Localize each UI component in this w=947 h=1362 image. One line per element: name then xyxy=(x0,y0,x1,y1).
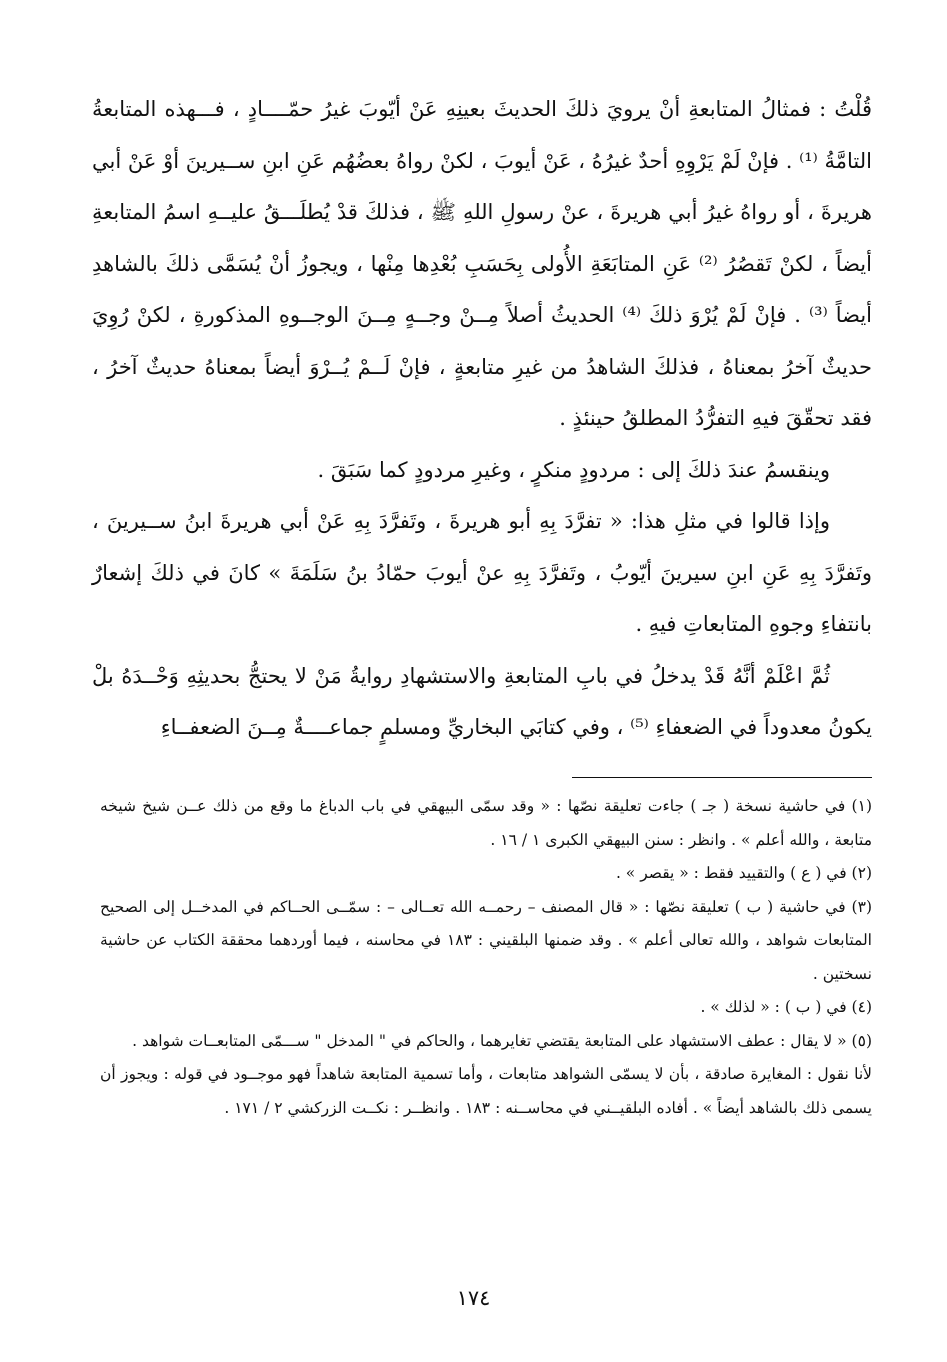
footnote-3: (٣) في حاشية ( ب ) تعليقة نصّها : « قال المصنف – رحمــه الله تعــالى – : سمّــى الحــاكم في المدخــل إلى الصحيح المتابعات شواهد ، والله تعالى أعلم » . وقد ضمنها البلقيني : ١٨٣ في محاسنه ، فيما أوردهما محققة الكتاب عن حاشية نسختين . xyxy=(100,897,872,983)
footnote-5: (٥) « لا يقال : عطف الاستشهاد على المتابعة يقتضي تغايرهما ، والحاكم في " المدخل " ســـمّى المتابعــات شواهد . xyxy=(132,1031,872,1050)
main-paragraph-4: ثُمَّ اعْلَمْ أنَّهُ قَدْ يدخلُ في بابِ المتابعةِ والاستشهادِ روايةُ مَنْ لا يحتجُّ بحديثِهِ وَحْــدَهُ بلْ يكونُ معدوداً في الضعفاءِ ⁽⁵⁾ ، وفي كتابَي البخاريِّ ومسلمٍ جماعــــةٌ مِــنَ الضعفــاءِ xyxy=(92,663,872,739)
page-number: ١٧٤ xyxy=(456,1286,491,1310)
main-paragraph-1: قُلْتُ : فمثالُ المتابعةِ أنْ يرويَ ذلكَ الحديثَ بعينِهِ عَنْ أيّوبَ غيرُ حمّــــادٍ ، فـــهذه المتابعةُ التامَّةُ ⁽¹⁾ . فإنْ لَمْ يَرْوِهِ أحدٌ غيرُهُ ، عَنْ أيوبَ ، لكنْ رواهُ بعضُهُم عَنِ ابنِ ســيرينَ أوْ عَنْ أبي هريرةَ ، أو رواهُ غيرُ أبي هريرةَ ، عنْ رسولِ اللهِ ﷺ ، فذلكَ قدْ يُطلَـــقُ عليــهِ اسمُ المتابعةِ أيضاً ، لكنْ تَقصُرُ ⁽²⁾ عَنِ المتابَعَةِ الأُولى بِحَسَبِ بُعْدِها مِنْها ، ويجوزُ أنْ يُسَمَّى ذلكَ بالشاهدِ أيضاً ⁽³⁾ . فإنْ لَمْ يُرْوَ ذلكَ ⁽⁴⁾ الحديثُ أصلاً مِــنْ وجــهٍ مِــنَ الوجــوهِ المذكورةِ ، لكنْ رُوِيَ حديثٌ آخرُ بمعناهُ ، فذلكَ الشاهدُ من غيرِ متابعةٍ ، فإنْ لَــمْ يُــرْوَ أيضاً بمعناهُ حديثٌ آخرُ ، فقد تحقّقَ فيهِ التفرُّدُ المطلقُ حينئذٍ . xyxy=(92,97,873,430)
footnote-1: (١) في حاشية نسخة ( جـ ) جاءت تعليقة نصّها : « وقد سمّى البيهقي في باب الدباغ ما وقع من ذلك عــن شيخ شيخه متابعة ، والله أعلم » . وانظر : سنن البيهقي الكبرى ١ / ١٦ . xyxy=(100,797,872,849)
main-paragraph-3: وإذا قالوا في مثلِ هذا: « تفرَّدَ بِهِ أبو هريرةَ ، وتَفرَّدَ بِهِ عَنْ أبي هريرةَ ابنُ ســيرينَ ، وتَفرَّدَ بِهِ عَنِ ابنِ سيرينَ أيّوبُ ، وتَفرَّدَ بِهِ عنْ أيوبَ حمّادُ بنُ سَلَمَةَ » كانَ في ذلكَ إشعارٌ بانتفاءِ وجوهِ المتابعاتِ فيهِ . xyxy=(92,509,872,636)
footnote-5-continuation: لأنا نقول : المغايرة صادقة ، بأن لا يسمّى الشواهد متابعات ، وأما تسمية المتابعة شاهداً فهو موجــود في قوله : ويجوز أن يسمى ذلك بالشاهد أيضاً » . أفاده البلقيــني في محاســنه : ١٨٣ . وانظــر : نكــت الزركشي ٢ / ١٧١ . xyxy=(100,1065,872,1117)
footnote-4: (٤) في ( ب ) : « لذلك » . xyxy=(700,998,872,1016)
footnote-divider xyxy=(572,777,872,778)
main-paragraph-2: وينقسمُ عندَ ذلكَ إلى : مردودٍ منكرٍ ، وغيرِ مردودٍ كما سَبَقَ . xyxy=(317,457,830,482)
main-text xyxy=(92,84,872,754)
footnote-2: (٢) في ( ع ) والتقييد فقط : « يقصر » . xyxy=(615,864,872,882)
footnotes xyxy=(100,790,872,1125)
